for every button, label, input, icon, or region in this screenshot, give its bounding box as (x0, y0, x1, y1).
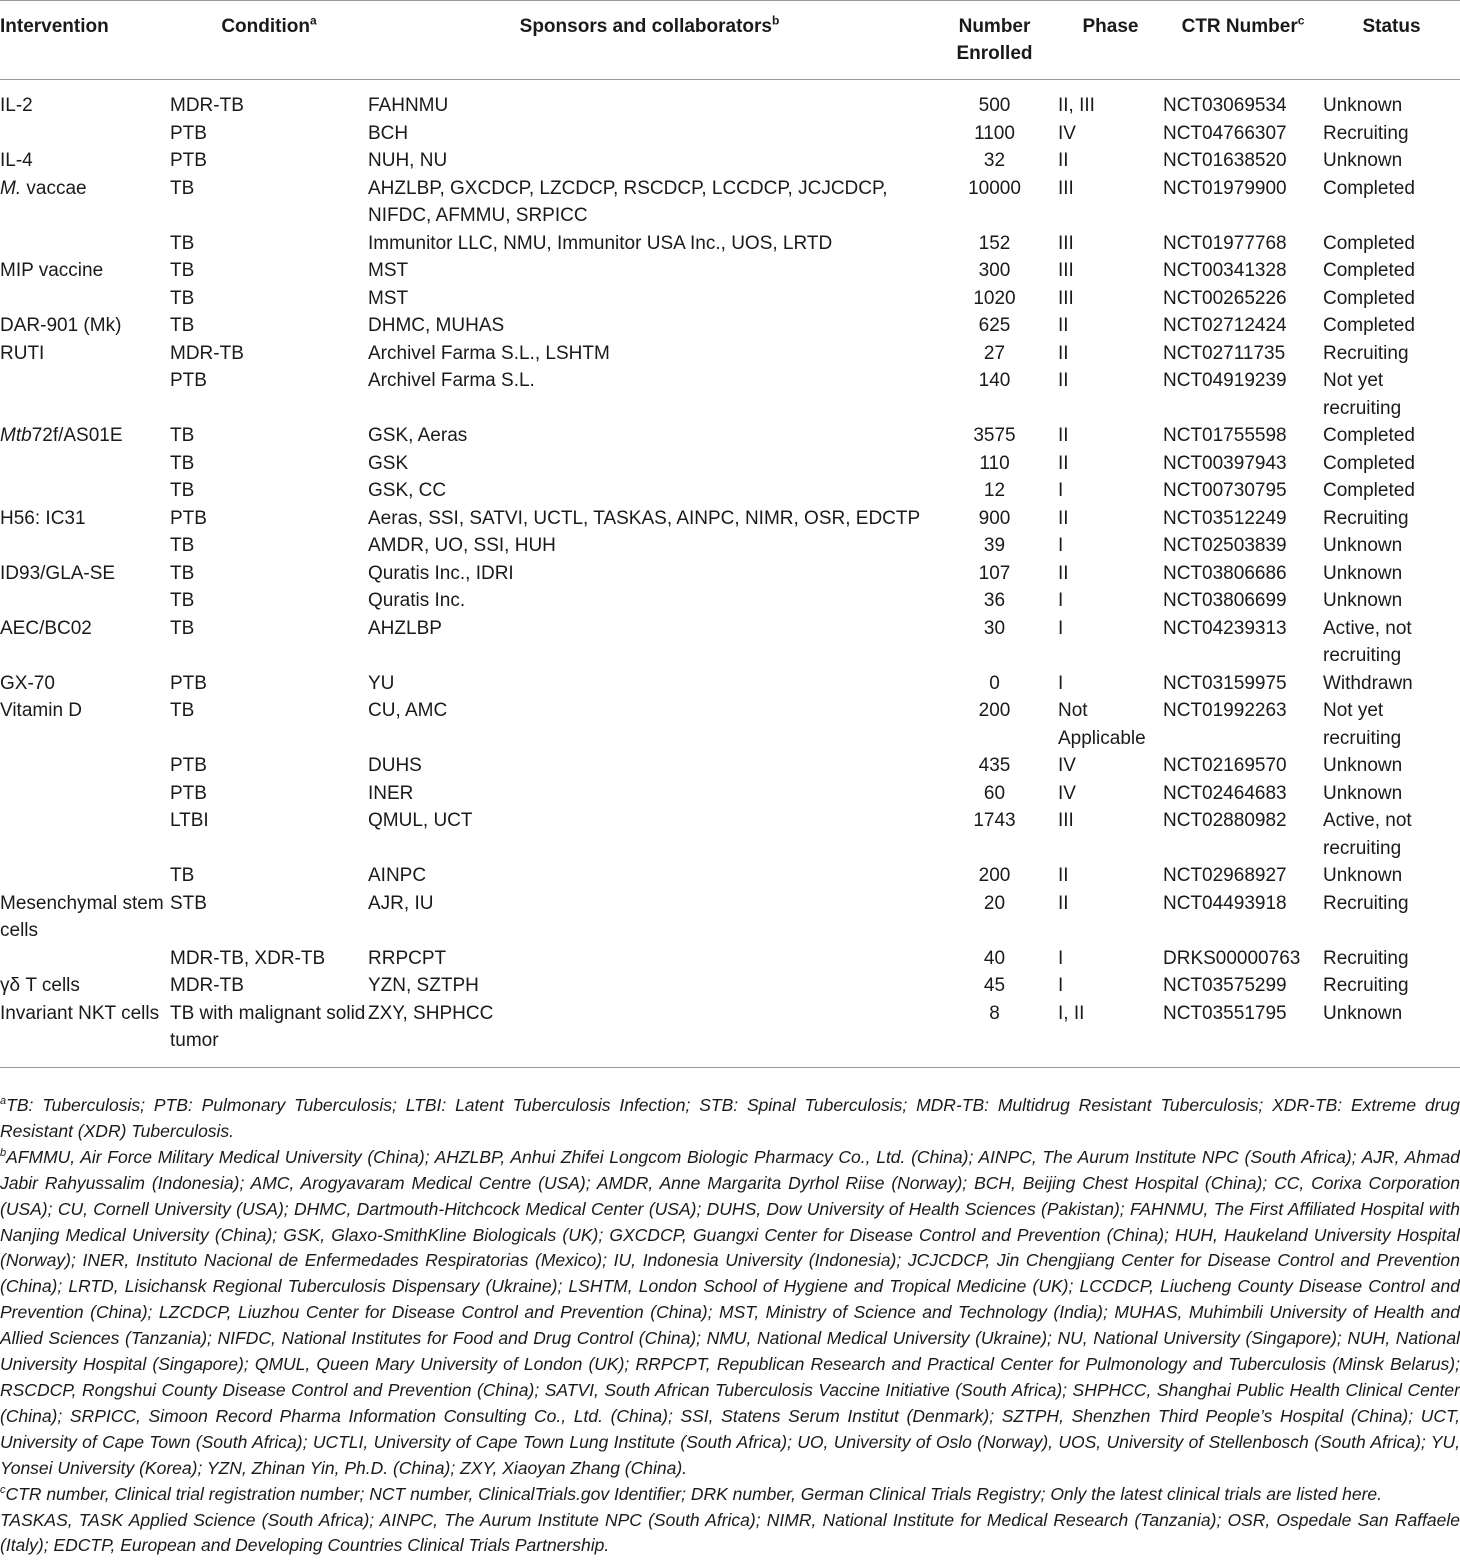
cell-phase: I, II (1058, 1000, 1163, 1068)
cell-status: Not yet recruiting (1323, 700, 1402, 749)
cell-status: Completed (1323, 315, 1415, 336)
cell-phase: III (1058, 810, 1074, 831)
cell-condition: STB (170, 892, 207, 914)
cell-phase: II (1058, 562, 1069, 584)
intervention-italic-part: Mtb (0, 425, 32, 446)
cell-ctr-number: NCT04766307 (1163, 122, 1287, 144)
cell-intervention (0, 807, 170, 862)
table-row (0, 587, 1460, 615)
cell-ctr-number: NCT00730795 (1163, 480, 1287, 501)
cell-phase: I (1058, 535, 1064, 556)
cell-status: Unknown (1323, 755, 1403, 776)
cell-sponsors: Archivel Farma S.L. (368, 370, 535, 391)
cell-sponsors: INER (368, 782, 414, 804)
cell-status: Active, not recruiting (1323, 810, 1412, 859)
cell-condition: TB (170, 425, 195, 446)
cell-ctr-number: NCT03159975 (1163, 672, 1287, 694)
cell-ctr-number: NCT03069534 (1163, 95, 1287, 116)
cell-status: Active, not recruiting (1323, 617, 1412, 666)
cell-condition: PTB (170, 507, 207, 529)
cell-condition: TB (170, 535, 195, 556)
cell-intervention (0, 230, 170, 258)
cell-ctr-number: NCT01979900 (1163, 177, 1287, 199)
cell-ctr-number: NCT03806699 (1163, 590, 1287, 611)
cell-phase: I (1058, 672, 1064, 694)
cell-condition: TB (170, 177, 195, 199)
table-row (0, 670, 1460, 698)
cell-sponsors: AHZLBP, GXCDCP, LZCDCP, RSCDCP, LCCDCP, JCJCDCP, NIFDC, AFMMU, SRPICC (368, 177, 888, 226)
cell-status: Unknown (1323, 95, 1403, 116)
cell-sponsors: Immunitor LLC, NMU, Immunitor USA Inc., UOS, LRTD (368, 232, 833, 254)
cell-intervention: RUTI (0, 342, 45, 364)
cell-status: Unknown (1323, 150, 1403, 171)
cell-ctr-number: DRKS00000763 (1163, 947, 1301, 969)
cell-condition: TB (170, 865, 195, 886)
cell-condition: TB (170, 700, 195, 721)
cell-phase: II (1058, 892, 1069, 914)
cell-enrolled: 1743 (973, 810, 1016, 831)
cell-phase: I (1058, 480, 1064, 501)
cell-intervention: ID93/GLA-SE (0, 562, 116, 584)
cell-phase: Not Applicable (1058, 700, 1146, 749)
cell-enrolled: 45 (983, 975, 1006, 996)
cell-phase: III (1058, 177, 1074, 199)
cell-ctr-number: NCT04919239 (1163, 370, 1287, 391)
cell-status: Completed (1323, 287, 1415, 309)
cell-condition: MDR-TB (170, 95, 244, 116)
cell-ctr-number: NCT02880982 (1163, 810, 1287, 831)
table-row (0, 780, 1460, 808)
cell-status: Completed (1323, 425, 1415, 446)
table-row (0, 615, 1460, 670)
cell-status: Unknown (1323, 590, 1403, 611)
cell-intervention: IL-4 (0, 150, 33, 171)
cell-enrolled: 1100 (974, 122, 1015, 144)
cell-enrolled: 900 (978, 507, 1011, 529)
cell-enrolled: 8 (931, 1000, 1058, 1068)
cell-sponsors: CU, AMC (368, 700, 448, 721)
cell-intervention: Vitamin D (0, 700, 83, 721)
cell-condition: LTBI (170, 810, 209, 831)
cell-phase: II (1058, 315, 1069, 336)
cell-phase: II, III (1058, 95, 1095, 116)
cell-sponsors: MST (368, 287, 409, 309)
cell-status: Recruiting (1323, 892, 1409, 914)
cell-intervention: H56: IC31 (0, 507, 86, 529)
cell-condition: PTB (170, 672, 207, 694)
cell-condition: TB (170, 452, 195, 474)
cell-condition: TB (170, 480, 195, 501)
table-row (0, 257, 1460, 285)
cell-intervention: GX-70 (0, 672, 55, 694)
cell-enrolled: 0 (989, 672, 1000, 694)
cell-sponsors: DHMC, MUHAS (368, 315, 505, 336)
cell-phase: I (1058, 947, 1064, 969)
footnote-b: $^b$AFMMU, Air Force Military Medical University (China); AHZLBP, Anhui Zhifei Longcom Biologic Pharmacy Co., Ltd. (China); AINPC, The Aurum Institute NPC (South Africa); AJR, Ahmad Jabir Rahyussalim (Indonesia); AMC, Arogyavaram Medical Centre (USA); AMDR, Anne Margarita Dyrhol Riise (Norway); BCH, Beijing Chest Hospital (China); CC, Corixa Corporation (USA); CU, Cornell University (USA); DHMC, Dartmouth-Hitchcock Medical Center (USA); DUHS, Dow University of Health Sciences (Pakistan); FAHNMU, The First Affiliated Hospital with Nanjing Medical University (China); GSK, Glaxo-SmithKline Biologicals (UK); GXCDCP, Guangxi Center for Disease Control and Prevention (China); HUH, Haukeland University Hospital (Norway); INER, Instituto Nacional de Enfermedades Respiratorias (Mexico); IU, Indonesia University (Indonesia); JCJCDCP, Jin Chengjiang Center for Disease Control and Prevention (China); LRTD, Lisichansk Regional Tuberculosis Dispensary (Ukraine); LSHTM, London School of Hygiene and Tropical Medicine (UK); LCCDCP, Liucheng County Disease Control and Prevention (China); LZCDCP, Liuzhou Center for Disease Control and Prevention (China); MST, Ministry of Science and Technology (India); MUHAS, Muhimbili University of Health and Allied Sciences (Tanzania); NIFDC, National Institutes for Food and Drug Control (China); NMU, National Medical University (Ukraine); NU, National University (Singapore); NUH, National University Hospital (Singapore); QMUL, Queen Mary University of London (UK); RRPCPT, Republican Research and Practical Center for Pulmonology and Tuberculosis (Minsk Belarus); RSCDCP, Rongshui County Disease Control and Prevention (China); SATVI, South African Tuberculosis Vaccine Initiative (South Africa); SHPHCC, Shanghai Public Health Clinical Center (China); SRPICC, Simoon Record Pharma Information Consulting Co., Ltd. (China); SSI, Statens Serum Institut (Denmark); SZTPH, Shenzhen Third People’s Hospital (China); UCT, University of Cape Town (South Africa); UCTLI, University of Cape Town Lung Institute (South Africa); UO, University of Oslo (Norway), UOS, University of Stellenbosch (South Africa); YU, Yonsei University (Korea); YZN, Zhinan Yin, Ph.D. (China); ZXY, Xiaoyan Zhang (China). (0, 1146, 1460, 1478)
footnote-c: $^c$CTR number, Clinical trial registration number; NCT number, ClinicalTrials.gov Identifier; DRK number, German Clinical Trials Registry; Only the latest clinical trials are listed here. (0, 1483, 1382, 1504)
cell-phase: IV (1058, 782, 1076, 804)
cell-sponsors: GSK (368, 452, 409, 474)
cell-phase: III (1058, 287, 1074, 309)
cell-ctr-number: NCT02968927 (1163, 865, 1287, 886)
cell-intervention (0, 587, 170, 615)
cell-phase: IV (1058, 122, 1076, 144)
intervention-rest-part: vaccae (21, 177, 87, 199)
cell-intervention (0, 532, 170, 560)
cell-condition: MDR-TB, XDR-TB (170, 947, 326, 969)
cell-enrolled: 107 (978, 562, 1011, 584)
cell-intervention (0, 367, 170, 422)
cell-ctr-number: NCT01977768 (1163, 232, 1287, 254)
footnote-a: $^a$TB: Tuberculosis; PTB: Pulmonary Tuberculosis; LTBI: Latent Tuberculosis Infection; STB: Spinal Tuberculosis; MDR-TB: Multidrug Resistant Tuberculosis; XDR-TB: Extreme drug Resistant (XDR) Tuberculosis. (0, 1095, 1460, 1141)
cell-ctr-number: NCT02464683 (1163, 782, 1287, 804)
table-row (0, 285, 1460, 313)
cell-intervention (0, 780, 170, 808)
cell-phase: II (1058, 425, 1069, 446)
cell-enrolled: 36 (983, 590, 1006, 611)
cell-intervention (0, 862, 170, 890)
cell-enrolled: 300 (978, 260, 1011, 281)
table-row (0, 697, 1460, 752)
cell-condition: MDR-TB (170, 975, 244, 996)
table-row (0, 340, 1460, 368)
header-ctr: CTR Number$^c$ (1163, 1, 1323, 80)
cell-status: Completed (1323, 232, 1415, 254)
table-row (0, 945, 1460, 973)
cell-enrolled: 435 (978, 755, 1011, 776)
cell-enrolled: 60 (983, 782, 1006, 804)
cell-phase: II (1058, 865, 1069, 886)
cell-sponsors: Quratis Inc. (368, 590, 466, 611)
table-row (0, 505, 1460, 533)
cell-ctr-number: NCT01755598 (1163, 425, 1287, 446)
cell-intervention (0, 285, 170, 313)
cell-phase: II (1058, 452, 1069, 474)
table-row (0, 450, 1460, 478)
cell-enrolled: 1020 (973, 287, 1016, 309)
cell-intervention: γδ T cells (0, 975, 80, 996)
cell-enrolled: 500 (978, 95, 1011, 116)
cell-status: Unknown (1323, 782, 1403, 804)
cell-sponsors: AMDR, UO, SSI, HUH (368, 535, 556, 556)
cell-condition: TB (170, 315, 195, 336)
cell-status: Recruiting (1323, 122, 1409, 144)
cell-ctr-number: NCT02503839 (1163, 535, 1287, 556)
cell-sponsors: AJR, IU (368, 892, 434, 914)
cell-phase: I (1058, 590, 1064, 611)
cell-status: Unknown (1323, 562, 1403, 584)
cell-condition: TB (170, 562, 195, 584)
cell-sponsors: Aeras, SSI, SATVI, UCTL, TASKAS, AINPC, NIMR, OSR, EDCTP (368, 507, 921, 529)
cell-enrolled: 40 (983, 947, 1006, 969)
cell-condition: PTB (170, 122, 207, 144)
footnote-extra: TASKAS, TASK Applied Science (South Africa); AINPC, The Aurum Institute NPC (South Africa); NIMR, National Institute for Medical Research (Tanzania); OSR, Ospedale San Raffaele (Italy); EDCTP, European and Developing Countries Clinical Trials Partnership. (0, 1509, 1460, 1556)
cell-status: Completed (1323, 480, 1415, 501)
cell-sponsors: Archivel Farma S.L., LSHTM (368, 342, 610, 364)
cell-condition: MDR-TB (170, 342, 244, 364)
cell-intervention: Invariant NKT cells (0, 1000, 170, 1068)
table-row (0, 972, 1460, 1000)
table-row (0, 862, 1460, 890)
header-condition: Condition$^a$ (170, 1, 368, 80)
cell-sponsors: Quratis Inc., IDRI (368, 562, 514, 584)
cell-phase: III (1058, 232, 1074, 254)
cell-condition: TB (170, 232, 195, 254)
header-intervention: Intervention (0, 1, 170, 80)
cell-enrolled: 39 (983, 535, 1006, 556)
table-row (0, 532, 1460, 560)
cell-sponsors: ZXY, SHPHCC (368, 1000, 931, 1068)
cell-ctr-number: NCT00341328 (1163, 260, 1287, 281)
cell-phase: I (1058, 617, 1064, 639)
cell-intervention (0, 422, 170, 450)
cell-status: Recruiting (1323, 507, 1409, 529)
cell-phase: II (1058, 342, 1069, 364)
header-status: Status (1323, 1, 1460, 80)
intervention-italic-part: M. (0, 177, 22, 199)
cell-enrolled: 200 (978, 865, 1011, 886)
cell-sponsors: GSK, Aeras (368, 425, 468, 446)
cell-enrolled: 200 (978, 700, 1011, 721)
table-row (0, 477, 1460, 505)
table-row (0, 752, 1460, 780)
cell-intervention (0, 752, 170, 780)
cell-condition: TB with malignant solid tumor (170, 1000, 368, 1068)
cell-status: Recruiting (1323, 947, 1409, 969)
cell-sponsors: YZN, SZTPH (368, 975, 479, 996)
table-row (0, 230, 1460, 258)
cell-ctr-number: NCT03806686 (1163, 562, 1287, 584)
table-row (0, 890, 1460, 945)
cell-ctr-number: NCT01638520 (1163, 150, 1287, 171)
cell-status: Recruiting (1323, 975, 1409, 996)
cell-ctr-number: NCT02711735 (1163, 342, 1286, 364)
cell-phase: II (1058, 150, 1069, 171)
cell-phase: III (1058, 260, 1074, 281)
table-row (0, 147, 1460, 175)
header-phase: Phase (1058, 1, 1163, 80)
cell-phase: II (1058, 507, 1069, 529)
cell-ctr-number: NCT04493918 (1163, 892, 1287, 914)
cell-sponsors: NUH, NU (368, 150, 448, 171)
cell-ctr-number: NCT04239313 (1163, 617, 1287, 639)
table-row (0, 560, 1460, 588)
cell-status: Unknown (1323, 535, 1403, 556)
cell-ctr-number: NCT01992263 (1163, 700, 1287, 721)
cell-enrolled: 10000 (968, 177, 1021, 199)
table-row (0, 422, 1460, 450)
cell-status: Unknown (1323, 865, 1403, 886)
cell-sponsors: RRPCPT (368, 947, 447, 969)
cell-phase: II (1058, 370, 1069, 391)
cell-sponsors: AHZLBP (368, 617, 442, 639)
cell-intervention (0, 945, 170, 973)
cell-condition: PTB (170, 782, 207, 804)
cell-enrolled: 32 (983, 150, 1006, 171)
cell-enrolled: 27 (983, 342, 1006, 364)
cell-condition: TB (170, 287, 195, 309)
cell-sponsors: YU (368, 672, 395, 694)
cell-sponsors: BCH (368, 122, 409, 144)
cell-phase: I (1058, 975, 1064, 996)
cell-condition: TB (170, 260, 195, 281)
cell-intervention (0, 450, 170, 478)
cell-ctr-number: NCT03551795 (1163, 1000, 1323, 1068)
cell-status: Unknown (1323, 1000, 1460, 1068)
cell-condition: PTB (170, 370, 207, 391)
cell-sponsors: FAHNMU (368, 95, 449, 116)
cell-status: Completed (1323, 260, 1415, 281)
cell-sponsors: DUHS (368, 755, 422, 776)
table-row (0, 367, 1460, 422)
cell-phase: IV (1058, 755, 1076, 776)
cell-sponsors: AINPC (368, 865, 427, 886)
table-row (0, 312, 1460, 340)
header-sponsors: Sponsors and collaborators$^b$ (368, 1, 931, 80)
cell-condition: PTB (170, 150, 207, 171)
cell-condition: PTB (170, 755, 207, 776)
table-body (0, 80, 1460, 1068)
header-enrolled: Number Enrolled (931, 1, 1058, 80)
cell-ctr-number: NCT02712424 (1163, 315, 1287, 336)
table-header (0, 1, 1460, 80)
cell-enrolled: 30 (983, 617, 1006, 639)
cell-ctr-number: NCT00397943 (1163, 452, 1287, 474)
cell-enrolled: 3575 (973, 425, 1016, 446)
table-row (0, 175, 1460, 230)
cell-intervention (0, 477, 170, 505)
cell-intervention (0, 120, 170, 148)
cell-status: Completed (1323, 452, 1415, 474)
cell-status: Completed (1323, 177, 1415, 199)
cell-condition: TB (170, 617, 195, 639)
cell-status: Not yet recruiting (1323, 370, 1402, 419)
intervention-rest-part: 72f/AS01E (31, 425, 123, 446)
cell-status: Withdrawn (1323, 672, 1413, 694)
cell-sponsors: QMUL, UCT (368, 810, 473, 831)
cell-enrolled: 12 (983, 480, 1006, 501)
cell-sponsors: MST (368, 260, 409, 281)
cell-ctr-number: NCT03575299 (1163, 975, 1287, 996)
cell-intervention: AEC/BC02 (0, 617, 92, 639)
cell-condition: TB (170, 590, 195, 611)
cell-intervention (0, 175, 170, 230)
cell-intervention: Mesenchymal stem cells (0, 892, 164, 941)
table-row (0, 1000, 1460, 1068)
cell-enrolled: 20 (983, 892, 1006, 914)
cell-enrolled: 152 (978, 232, 1011, 254)
cell-enrolled: 625 (978, 315, 1011, 336)
cell-ctr-number: NCT03512249 (1163, 507, 1287, 529)
table-row (0, 80, 1460, 120)
table-footnotes (0, 1093, 1460, 1559)
cell-ctr-number: NCT00265226 (1163, 287, 1287, 309)
cell-intervention: IL-2 (0, 95, 33, 116)
cell-enrolled: 140 (978, 370, 1011, 391)
cell-intervention: DAR-901 (Mk) (0, 315, 122, 336)
cell-sponsors: GSK, CC (368, 480, 447, 501)
cell-enrolled: 110 (979, 452, 1010, 474)
cell-ctr-number: NCT02169570 (1163, 755, 1287, 776)
cell-intervention: MIP vaccine (0, 260, 104, 281)
table-row (0, 807, 1460, 862)
table-row (0, 120, 1460, 148)
cell-status: Recruiting (1323, 342, 1409, 364)
